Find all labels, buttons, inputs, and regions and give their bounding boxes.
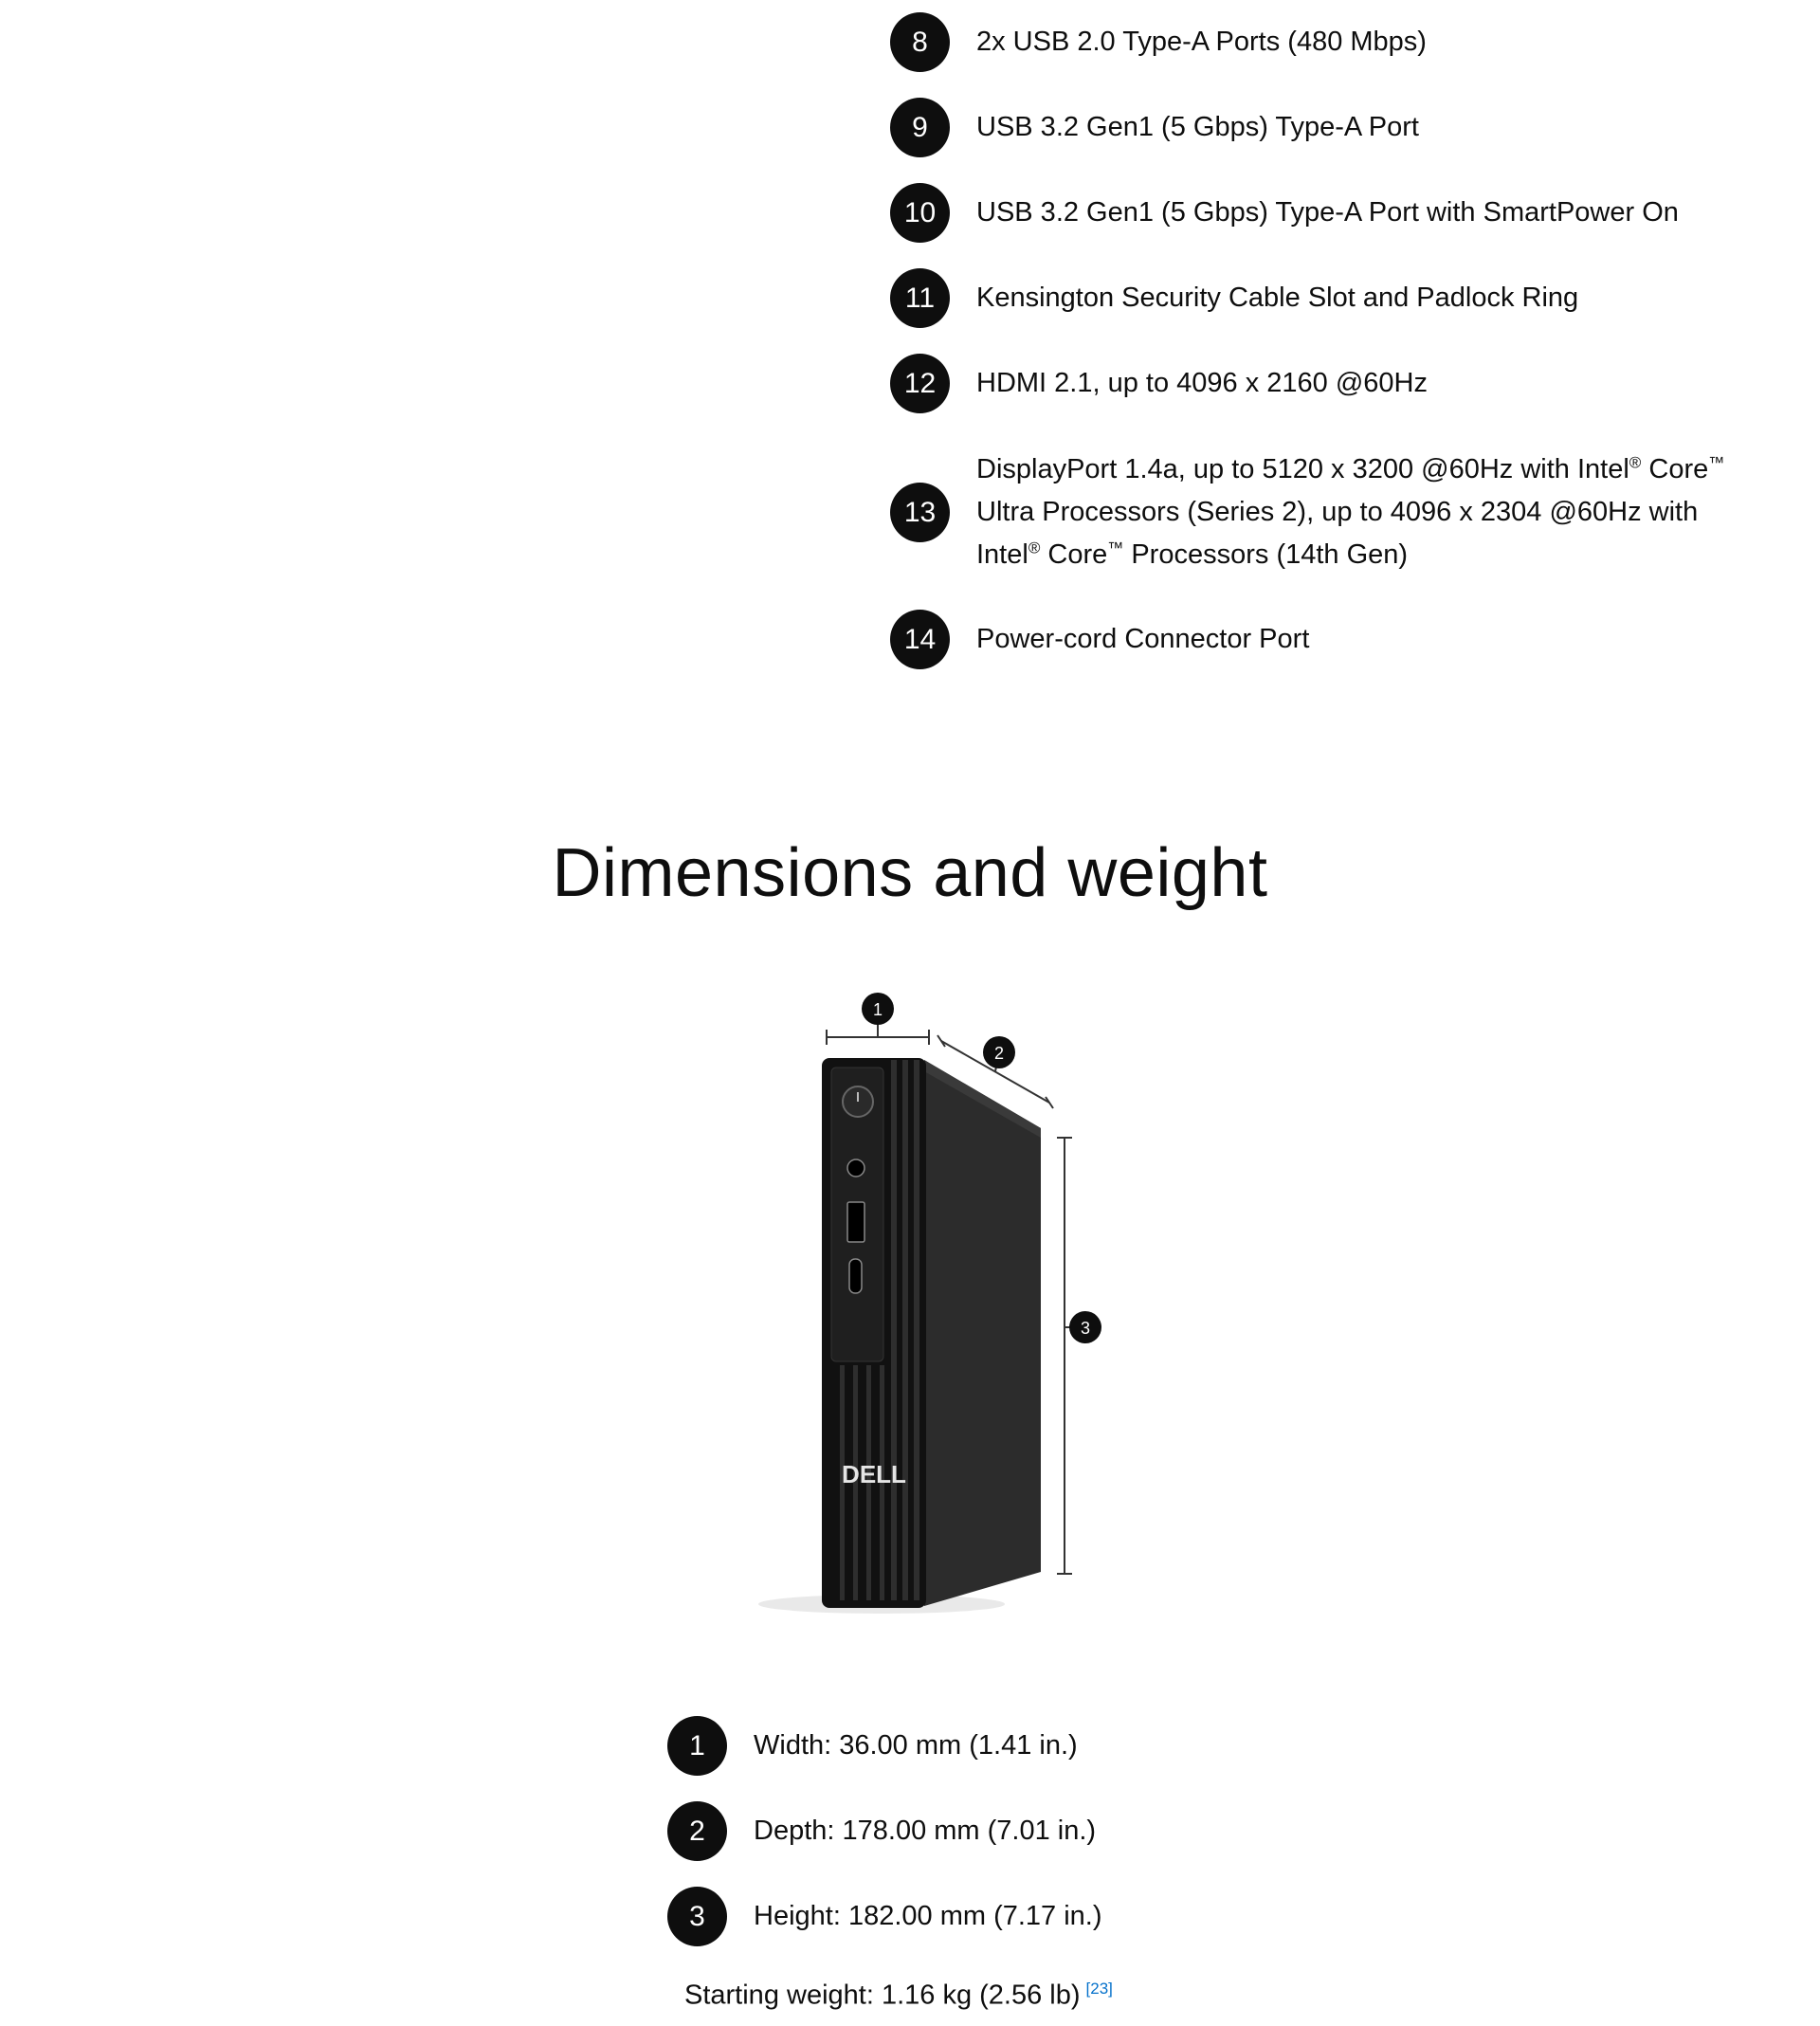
number-badge: 2 (667, 1801, 727, 1861)
usb-c-port-icon (849, 1259, 862, 1293)
number-badge: 11 (890, 268, 950, 328)
list-item (890, 610, 1309, 669)
list-item (890, 268, 1578, 328)
number-badge: 10 (890, 183, 950, 243)
number-badge: 12 (890, 354, 950, 413)
dimension-value: Height: 182.00 mm (7.17 in.) (754, 1901, 1102, 1931)
number-badge: 9 (890, 98, 950, 157)
port-description: DisplayPort 1.4a, up to 5120 x 3200 @60Hz with Intel® Core™ Ultra Processors (Series 2), up to 4096 x 2304 @60Hz with Intel® Core™ Processors (14th Gen) (976, 453, 1725, 570)
dell-logo: DELL (842, 1460, 906, 1488)
number-badge: 1 (667, 1716, 727, 1776)
list-item (890, 183, 1679, 243)
port-description: Power-cord Connector Port (976, 624, 1310, 654)
usb-a-port-icon (847, 1202, 864, 1242)
number-badge: 13 (890, 483, 950, 542)
side-panel (924, 1060, 1041, 1606)
list-item (890, 12, 1427, 72)
port-description: 2x USB 2.0 Type-A Ports (480 Mbps) (976, 27, 1427, 57)
list-item (890, 98, 1419, 157)
list-item (890, 354, 1428, 413)
list-item (890, 448, 1724, 576)
dimension-value: Width: 36.00 mm (1.41 in.) (754, 1730, 1078, 1761)
svg-text:3: 3 (1080, 1319, 1091, 1338)
svg-text:2: 2 (993, 1044, 1005, 1063)
product-dimensions-figure (739, 976, 1138, 1640)
page-title: Dimensions and weight (552, 835, 1268, 911)
port-description: HDMI 2.1, up to 4096 x 2160 @60Hz (976, 368, 1428, 398)
list-item (667, 1801, 1096, 1861)
starting-weight (684, 1980, 1113, 2012)
list-item (667, 1887, 1102, 1946)
product-illustration (739, 976, 1138, 1640)
port-description: USB 3.2 Gen1 (5 Gbps) Type-A Port (976, 112, 1419, 142)
number-badge: 14 (890, 610, 950, 669)
svg-text:1: 1 (872, 1000, 883, 1019)
number-badge: 3 (667, 1887, 727, 1946)
weight-text: Starting weight: 1.16 kg (2.56 lb) (684, 1980, 1081, 2011)
footnote-link[interactable]: [23] (1085, 1980, 1113, 1998)
port-description: USB 3.2 Gen1 (5 Gbps) Type-A Port with SmartPower On (976, 197, 1679, 228)
list-item (667, 1716, 1078, 1776)
number-badge: 8 (890, 12, 950, 72)
audio-jack-icon (847, 1159, 864, 1177)
port-description: Kensington Security Cable Slot and Padlock Ring (976, 283, 1579, 313)
dimension-value: Depth: 178.00 mm (7.01 in.) (754, 1816, 1097, 1846)
